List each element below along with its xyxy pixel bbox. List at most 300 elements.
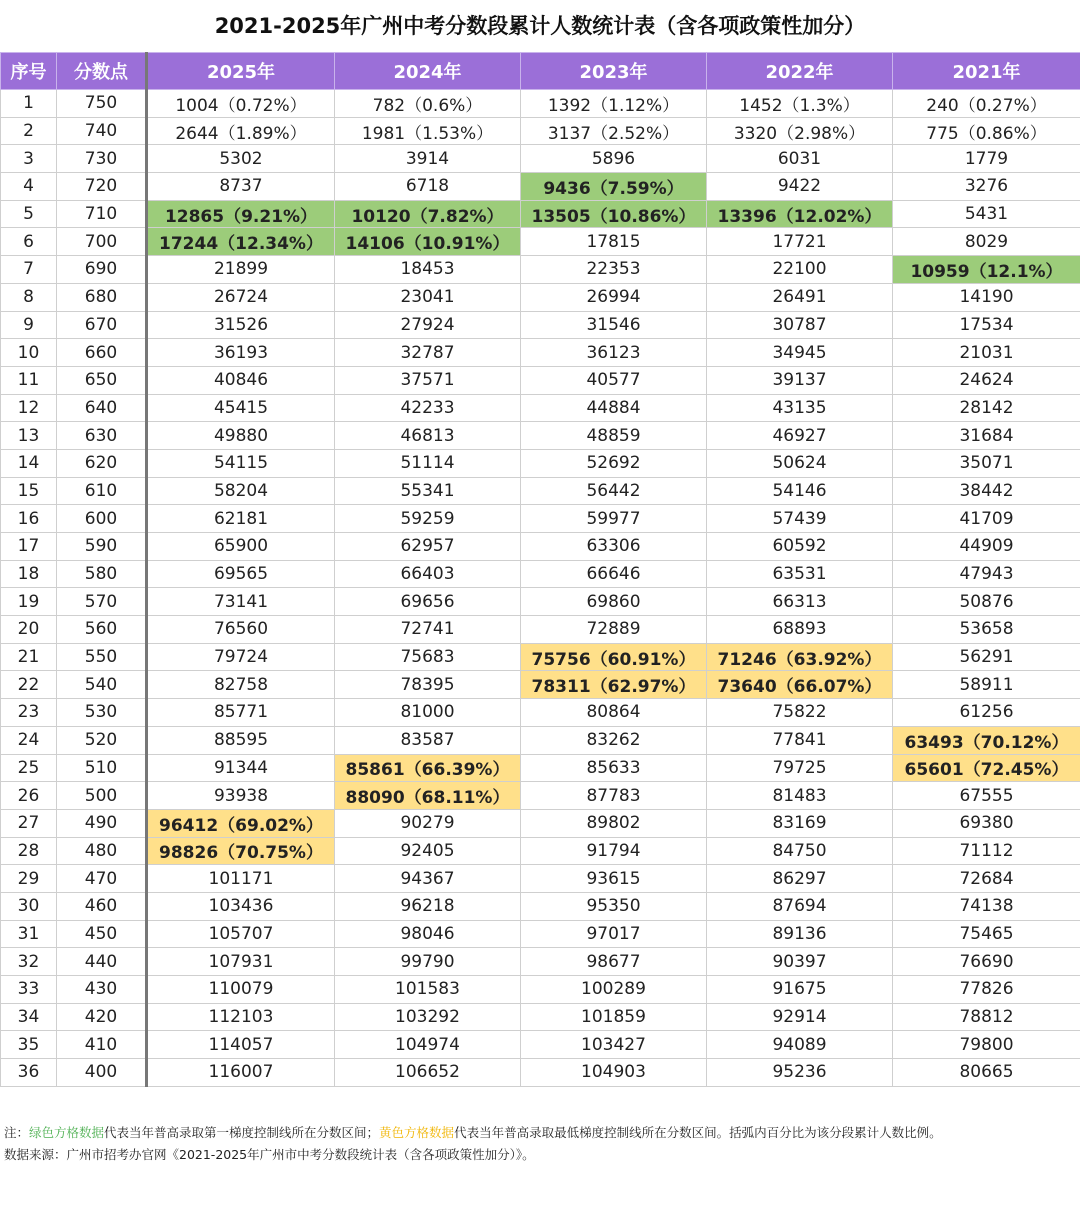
count-cell-2023: 104903 (521, 1059, 707, 1087)
count-cell-2022: 79725 (707, 754, 893, 782)
row-index-cell: 7 (1, 256, 57, 284)
score-point-cell: 650 (57, 366, 147, 394)
count-cell-2024: 78395 (335, 671, 521, 699)
count-cell-2025: 1004（0.72%） (147, 90, 335, 118)
row-index-cell: 5 (1, 200, 57, 228)
count-cell-2024: 101583 (335, 976, 521, 1004)
count-cell-2021: 74138 (893, 892, 1080, 920)
count-cell-2024: 92405 (335, 837, 521, 865)
row-index-cell: 8 (1, 283, 57, 311)
count-cell-2023: 44884 (521, 394, 707, 422)
row-index-cell: 2 (1, 117, 57, 145)
row-index-cell: 12 (1, 394, 57, 422)
table-row (1, 228, 1080, 256)
table-row (1, 422, 1080, 450)
count-cell-2024: 14106（10.91%） (335, 228, 521, 256)
table-row (1, 200, 1080, 228)
table-row (1, 948, 1080, 976)
count-cell-2024: 37571 (335, 366, 521, 394)
count-cell-2022: 26491 (707, 283, 893, 311)
count-cell-2024: 81000 (335, 699, 521, 727)
table-row (1, 394, 1080, 422)
row-index-cell: 23 (1, 699, 57, 727)
count-cell-2023: 59977 (521, 505, 707, 533)
count-cell-2022: 92914 (707, 1003, 893, 1031)
score-point-cell: 570 (57, 588, 147, 616)
count-cell-2025: 114057 (147, 1031, 335, 1059)
count-cell-2021: 72684 (893, 865, 1080, 893)
count-cell-2025: 96412（69.02%） (147, 809, 335, 837)
count-cell-2022: 90397 (707, 948, 893, 976)
score-point-cell: 640 (57, 394, 147, 422)
count-cell-2023: 40577 (521, 366, 707, 394)
count-cell-2022: 63531 (707, 560, 893, 588)
count-cell-2023: 31546 (521, 311, 707, 339)
count-cell-2022: 34945 (707, 339, 893, 367)
table-row (1, 1059, 1080, 1087)
count-cell-2024: 55341 (335, 477, 521, 505)
count-cell-2023: 85633 (521, 754, 707, 782)
count-cell-2025: 58204 (147, 477, 335, 505)
count-cell-2024: 69656 (335, 588, 521, 616)
count-cell-2025: 40846 (147, 366, 335, 394)
row-index-cell: 34 (1, 1003, 57, 1031)
count-cell-2021: 58911 (893, 671, 1080, 699)
table-row (1, 588, 1080, 616)
count-cell-2025: 54115 (147, 449, 335, 477)
table-row (1, 754, 1080, 782)
note-prefix: 注： (4, 1125, 30, 1140)
count-cell-2025: 5302 (147, 145, 335, 173)
table-row (1, 449, 1080, 477)
row-index-cell: 10 (1, 339, 57, 367)
count-cell-2023: 91794 (521, 837, 707, 865)
table-row (1, 533, 1080, 561)
table-row (1, 892, 1080, 920)
page-title: 2021-2025年广州中考分数段累计人数统计表（含各项政策性加分） (214, 14, 866, 38)
count-cell-2025: 116007 (147, 1059, 335, 1087)
count-cell-2025: 62181 (147, 505, 335, 533)
header-2023: 2023年 (521, 53, 707, 90)
table-row (1, 865, 1080, 893)
count-cell-2025: 69565 (147, 560, 335, 588)
count-cell-2022: 95236 (707, 1059, 893, 1087)
score-point-cell: 620 (57, 449, 147, 477)
count-cell-2023: 36123 (521, 339, 707, 367)
count-cell-2025: 17244（12.34%） (147, 228, 335, 256)
count-cell-2024: 104974 (335, 1031, 521, 1059)
count-cell-2023: 97017 (521, 920, 707, 948)
count-cell-2021: 71112 (893, 837, 1080, 865)
count-cell-2024: 94367 (335, 865, 521, 893)
count-cell-2022: 50624 (707, 449, 893, 477)
row-index-cell: 32 (1, 948, 57, 976)
row-index-cell: 17 (1, 533, 57, 561)
count-cell-2021: 56291 (893, 643, 1080, 671)
score-point-cell: 660 (57, 339, 147, 367)
count-cell-2021: 17534 (893, 311, 1080, 339)
count-cell-2021: 31684 (893, 422, 1080, 450)
score-point-cell: 550 (57, 643, 147, 671)
table-row (1, 505, 1080, 533)
count-cell-2025: 91344 (147, 754, 335, 782)
score-point-cell: 490 (57, 809, 147, 837)
score-point-cell: 710 (57, 200, 147, 228)
count-cell-2022: 3320（2.98%） (707, 117, 893, 145)
score-point-cell: 700 (57, 228, 147, 256)
row-index-cell: 27 (1, 809, 57, 837)
count-cell-2024: 23041 (335, 283, 521, 311)
count-cell-2021: 53658 (893, 616, 1080, 644)
count-cell-2024: 90279 (335, 809, 521, 837)
row-index-cell: 9 (1, 311, 57, 339)
count-cell-2024: 51114 (335, 449, 521, 477)
notes (4, 1122, 1076, 1166)
score-point-cell: 690 (57, 256, 147, 284)
count-cell-2023: 80864 (521, 699, 707, 727)
count-cell-2023: 66646 (521, 560, 707, 588)
count-cell-2021: 1779 (893, 145, 1080, 173)
count-cell-2022: 87694 (707, 892, 893, 920)
count-cell-2022: 84750 (707, 837, 893, 865)
count-cell-2021: 80665 (893, 1059, 1080, 1087)
count-cell-2023: 63306 (521, 533, 707, 561)
count-cell-2021: 28142 (893, 394, 1080, 422)
score-point-cell: 610 (57, 477, 147, 505)
table-row (1, 1003, 1080, 1031)
table-row (1, 976, 1080, 1004)
count-cell-2024: 1981（1.53%） (335, 117, 521, 145)
row-index-cell: 14 (1, 449, 57, 477)
header-score: 分数点 (57, 53, 147, 90)
header-2024: 2024年 (335, 53, 521, 90)
row-index-cell: 11 (1, 366, 57, 394)
count-cell-2024: 782（0.6%） (335, 90, 521, 118)
table-row (1, 920, 1080, 948)
count-cell-2021: 63493（70.12%） (893, 726, 1080, 754)
count-cell-2023: 95350 (521, 892, 707, 920)
count-cell-2023: 69860 (521, 588, 707, 616)
count-cell-2025: 2644（1.89%） (147, 117, 335, 145)
count-cell-2024: 32787 (335, 339, 521, 367)
count-cell-2022: 60592 (707, 533, 893, 561)
count-cell-2022: 77841 (707, 726, 893, 754)
count-cell-2021: 38442 (893, 477, 1080, 505)
row-index-cell: 36 (1, 1059, 57, 1087)
count-cell-2022: 9422 (707, 173, 893, 201)
count-cell-2021: 78812 (893, 1003, 1080, 1031)
table-row (1, 809, 1080, 837)
count-cell-2024: 18453 (335, 256, 521, 284)
count-cell-2025: 105707 (147, 920, 335, 948)
score-point-cell: 750 (57, 90, 147, 118)
count-cell-2021: 67555 (893, 782, 1080, 810)
count-cell-2025: 85771 (147, 699, 335, 727)
count-cell-2021: 47943 (893, 560, 1080, 588)
count-cell-2021: 44909 (893, 533, 1080, 561)
row-index-cell: 16 (1, 505, 57, 533)
score-point-cell: 480 (57, 837, 147, 865)
table-row (1, 837, 1080, 865)
count-cell-2021: 24624 (893, 366, 1080, 394)
count-cell-2021: 10959（12.1%） (893, 256, 1080, 284)
row-index-cell: 31 (1, 920, 57, 948)
score-point-cell: 460 (57, 892, 147, 920)
row-index-cell: 24 (1, 726, 57, 754)
score-point-cell: 630 (57, 422, 147, 450)
count-cell-2021: 41709 (893, 505, 1080, 533)
count-cell-2024: 66403 (335, 560, 521, 588)
score-point-cell: 470 (57, 865, 147, 893)
count-cell-2022: 17721 (707, 228, 893, 256)
score-point-cell: 440 (57, 948, 147, 976)
count-cell-2024: 83587 (335, 726, 521, 754)
count-cell-2022: 6031 (707, 145, 893, 173)
count-cell-2021: 775（0.86%） (893, 117, 1080, 145)
row-index-cell: 25 (1, 754, 57, 782)
header-2025: 2025年 (147, 53, 335, 90)
yellow-legend-label: 黄色方格数据 (379, 1125, 455, 1140)
score-point-cell: 730 (57, 145, 147, 173)
count-cell-2023: 3137（2.52%） (521, 117, 707, 145)
source-note: 数据来源：广州市招考办官网《2021-2025年广州市中考分数段统计表（含各项政策性加分）》。 (4, 1147, 535, 1162)
table-row (1, 117, 1080, 145)
table-header-row (1, 53, 1080, 90)
count-cell-2025: 21899 (147, 256, 335, 284)
count-cell-2024: 72741 (335, 616, 521, 644)
count-cell-2024: 3914 (335, 145, 521, 173)
score-point-cell: 520 (57, 726, 147, 754)
count-cell-2025: 36193 (147, 339, 335, 367)
table-row (1, 477, 1080, 505)
count-cell-2024: 6718 (335, 173, 521, 201)
row-index-cell: 29 (1, 865, 57, 893)
count-cell-2021: 5431 (893, 200, 1080, 228)
count-cell-2022: 66313 (707, 588, 893, 616)
count-cell-2023: 89802 (521, 809, 707, 837)
table-row (1, 699, 1080, 727)
count-cell-2021: 14190 (893, 283, 1080, 311)
count-cell-2023: 78311（62.97%） (521, 671, 707, 699)
count-cell-2025: 98826（70.75%） (147, 837, 335, 865)
green-legend-text: 代表当年普高录取第一梯度控制线所在分数区间； (104, 1125, 380, 1140)
count-cell-2025: 101171 (147, 865, 335, 893)
table-row (1, 311, 1080, 339)
score-point-cell: 510 (57, 754, 147, 782)
count-cell-2021: 240（0.27%） (893, 90, 1080, 118)
count-cell-2022: 91675 (707, 976, 893, 1004)
row-index-cell: 22 (1, 671, 57, 699)
count-cell-2021: 77826 (893, 976, 1080, 1004)
count-cell-2022: 75822 (707, 699, 893, 727)
count-cell-2025: 26724 (147, 283, 335, 311)
count-cell-2022: 68893 (707, 616, 893, 644)
count-cell-2022: 71246（63.92%） (707, 643, 893, 671)
score-point-cell: 430 (57, 976, 147, 1004)
count-cell-2024: 106652 (335, 1059, 521, 1087)
score-point-cell: 540 (57, 671, 147, 699)
row-index-cell: 1 (1, 90, 57, 118)
count-cell-2021: 8029 (893, 228, 1080, 256)
count-cell-2025: 79724 (147, 643, 335, 671)
score-point-cell: 560 (57, 616, 147, 644)
table-row (1, 726, 1080, 754)
count-cell-2025: 110079 (147, 976, 335, 1004)
table-body (1, 90, 1080, 1087)
row-index-cell: 28 (1, 837, 57, 865)
count-cell-2025: 107931 (147, 948, 335, 976)
count-cell-2023: 52692 (521, 449, 707, 477)
table-row (1, 616, 1080, 644)
count-cell-2025: 88595 (147, 726, 335, 754)
count-cell-2021: 3276 (893, 173, 1080, 201)
score-point-cell: 420 (57, 1003, 147, 1031)
score-point-cell: 600 (57, 505, 147, 533)
count-cell-2023: 93615 (521, 865, 707, 893)
count-cell-2021: 35071 (893, 449, 1080, 477)
row-index-cell: 26 (1, 782, 57, 810)
count-cell-2025: 76560 (147, 616, 335, 644)
count-cell-2022: 73640（66.07%） (707, 671, 893, 699)
count-cell-2024: 88090（68.11%） (335, 782, 521, 810)
count-cell-2021: 69380 (893, 809, 1080, 837)
row-index-cell: 30 (1, 892, 57, 920)
count-cell-2023: 103427 (521, 1031, 707, 1059)
count-cell-2024: 99790 (335, 948, 521, 976)
count-cell-2025: 112103 (147, 1003, 335, 1031)
table-row (1, 366, 1080, 394)
count-cell-2023: 17815 (521, 228, 707, 256)
count-cell-2022: 81483 (707, 782, 893, 810)
count-cell-2021: 61256 (893, 699, 1080, 727)
count-cell-2025: 73141 (147, 588, 335, 616)
table-row (1, 145, 1080, 173)
row-index-cell: 4 (1, 173, 57, 201)
count-cell-2022: 54146 (707, 477, 893, 505)
count-cell-2025: 31526 (147, 311, 335, 339)
count-cell-2025: 93938 (147, 782, 335, 810)
count-cell-2021: 76690 (893, 948, 1080, 976)
row-index-cell: 21 (1, 643, 57, 671)
count-cell-2025: 103436 (147, 892, 335, 920)
table-row (1, 671, 1080, 699)
yellow-legend-text: 代表当年普高录取最低梯度控制线所在分数区间。括弧内百分比为该分段累计人数比例。 (454, 1125, 942, 1140)
count-cell-2023: 87783 (521, 782, 707, 810)
legend-note (4, 1122, 1076, 1144)
row-index-cell: 33 (1, 976, 57, 1004)
green-legend-label: 绿色方格数据 (29, 1125, 105, 1140)
count-cell-2022: 13396（12.02%） (707, 200, 893, 228)
score-point-cell: 450 (57, 920, 147, 948)
count-cell-2024: 42233 (335, 394, 521, 422)
table-row (1, 782, 1080, 810)
count-cell-2024: 85861（66.39%） (335, 754, 521, 782)
count-cell-2023: 22353 (521, 256, 707, 284)
table-row (1, 339, 1080, 367)
count-cell-2024: 103292 (335, 1003, 521, 1031)
row-index-cell: 19 (1, 588, 57, 616)
count-cell-2022: 57439 (707, 505, 893, 533)
count-cell-2021: 65601（72.45%） (893, 754, 1080, 782)
table-row (1, 283, 1080, 311)
row-index-cell: 6 (1, 228, 57, 256)
score-point-cell: 580 (57, 560, 147, 588)
table-row (1, 173, 1080, 201)
count-cell-2024: 59259 (335, 505, 521, 533)
table-row (1, 1031, 1080, 1059)
score-point-cell: 410 (57, 1031, 147, 1059)
count-cell-2022: 30787 (707, 311, 893, 339)
count-cell-2024: 96218 (335, 892, 521, 920)
table-row (1, 90, 1080, 118)
table-row (1, 256, 1080, 284)
table-row (1, 560, 1080, 588)
row-index-cell: 18 (1, 560, 57, 588)
count-cell-2023: 1392（1.12%） (521, 90, 707, 118)
count-cell-2023: 56442 (521, 477, 707, 505)
score-table (0, 52, 1080, 1087)
count-cell-2024: 75683 (335, 643, 521, 671)
count-cell-2025: 82758 (147, 671, 335, 699)
count-cell-2024: 98046 (335, 920, 521, 948)
count-cell-2022: 89136 (707, 920, 893, 948)
count-cell-2023: 75756（60.91%） (521, 643, 707, 671)
count-cell-2022: 39137 (707, 366, 893, 394)
count-cell-2025: 45415 (147, 394, 335, 422)
count-cell-2022: 83169 (707, 809, 893, 837)
count-cell-2023: 101859 (521, 1003, 707, 1031)
row-index-cell: 35 (1, 1031, 57, 1059)
score-point-cell: 670 (57, 311, 147, 339)
row-index-cell: 3 (1, 145, 57, 173)
count-cell-2023: 5896 (521, 145, 707, 173)
count-cell-2022: 46927 (707, 422, 893, 450)
header-2021: 2021年 (893, 53, 1080, 90)
count-cell-2025: 65900 (147, 533, 335, 561)
score-point-cell: 680 (57, 283, 147, 311)
count-cell-2025: 12865（9.21%） (147, 200, 335, 228)
count-cell-2023: 26994 (521, 283, 707, 311)
row-index-cell: 20 (1, 616, 57, 644)
count-cell-2023: 13505（10.86%） (521, 200, 707, 228)
score-point-cell: 740 (57, 117, 147, 145)
score-point-cell: 720 (57, 173, 147, 201)
count-cell-2023: 48859 (521, 422, 707, 450)
count-cell-2021: 50876 (893, 588, 1080, 616)
count-cell-2021: 79800 (893, 1031, 1080, 1059)
score-point-cell: 500 (57, 782, 147, 810)
count-cell-2021: 75465 (893, 920, 1080, 948)
count-cell-2025: 49880 (147, 422, 335, 450)
count-cell-2023: 72889 (521, 616, 707, 644)
header-2022: 2022年 (707, 53, 893, 90)
count-cell-2024: 62957 (335, 533, 521, 561)
score-point-cell: 530 (57, 699, 147, 727)
score-point-cell: 400 (57, 1059, 147, 1087)
count-cell-2024: 10120（7.82%） (335, 200, 521, 228)
count-cell-2022: 1452（1.3%） (707, 90, 893, 118)
count-cell-2023: 83262 (521, 726, 707, 754)
count-cell-2024: 27924 (335, 311, 521, 339)
header-index: 序号 (1, 53, 57, 90)
row-index-cell: 15 (1, 477, 57, 505)
score-point-cell: 590 (57, 533, 147, 561)
count-cell-2021: 21031 (893, 339, 1080, 367)
count-cell-2022: 22100 (707, 256, 893, 284)
row-index-cell: 13 (1, 422, 57, 450)
count-cell-2022: 43135 (707, 394, 893, 422)
count-cell-2024: 46813 (335, 422, 521, 450)
